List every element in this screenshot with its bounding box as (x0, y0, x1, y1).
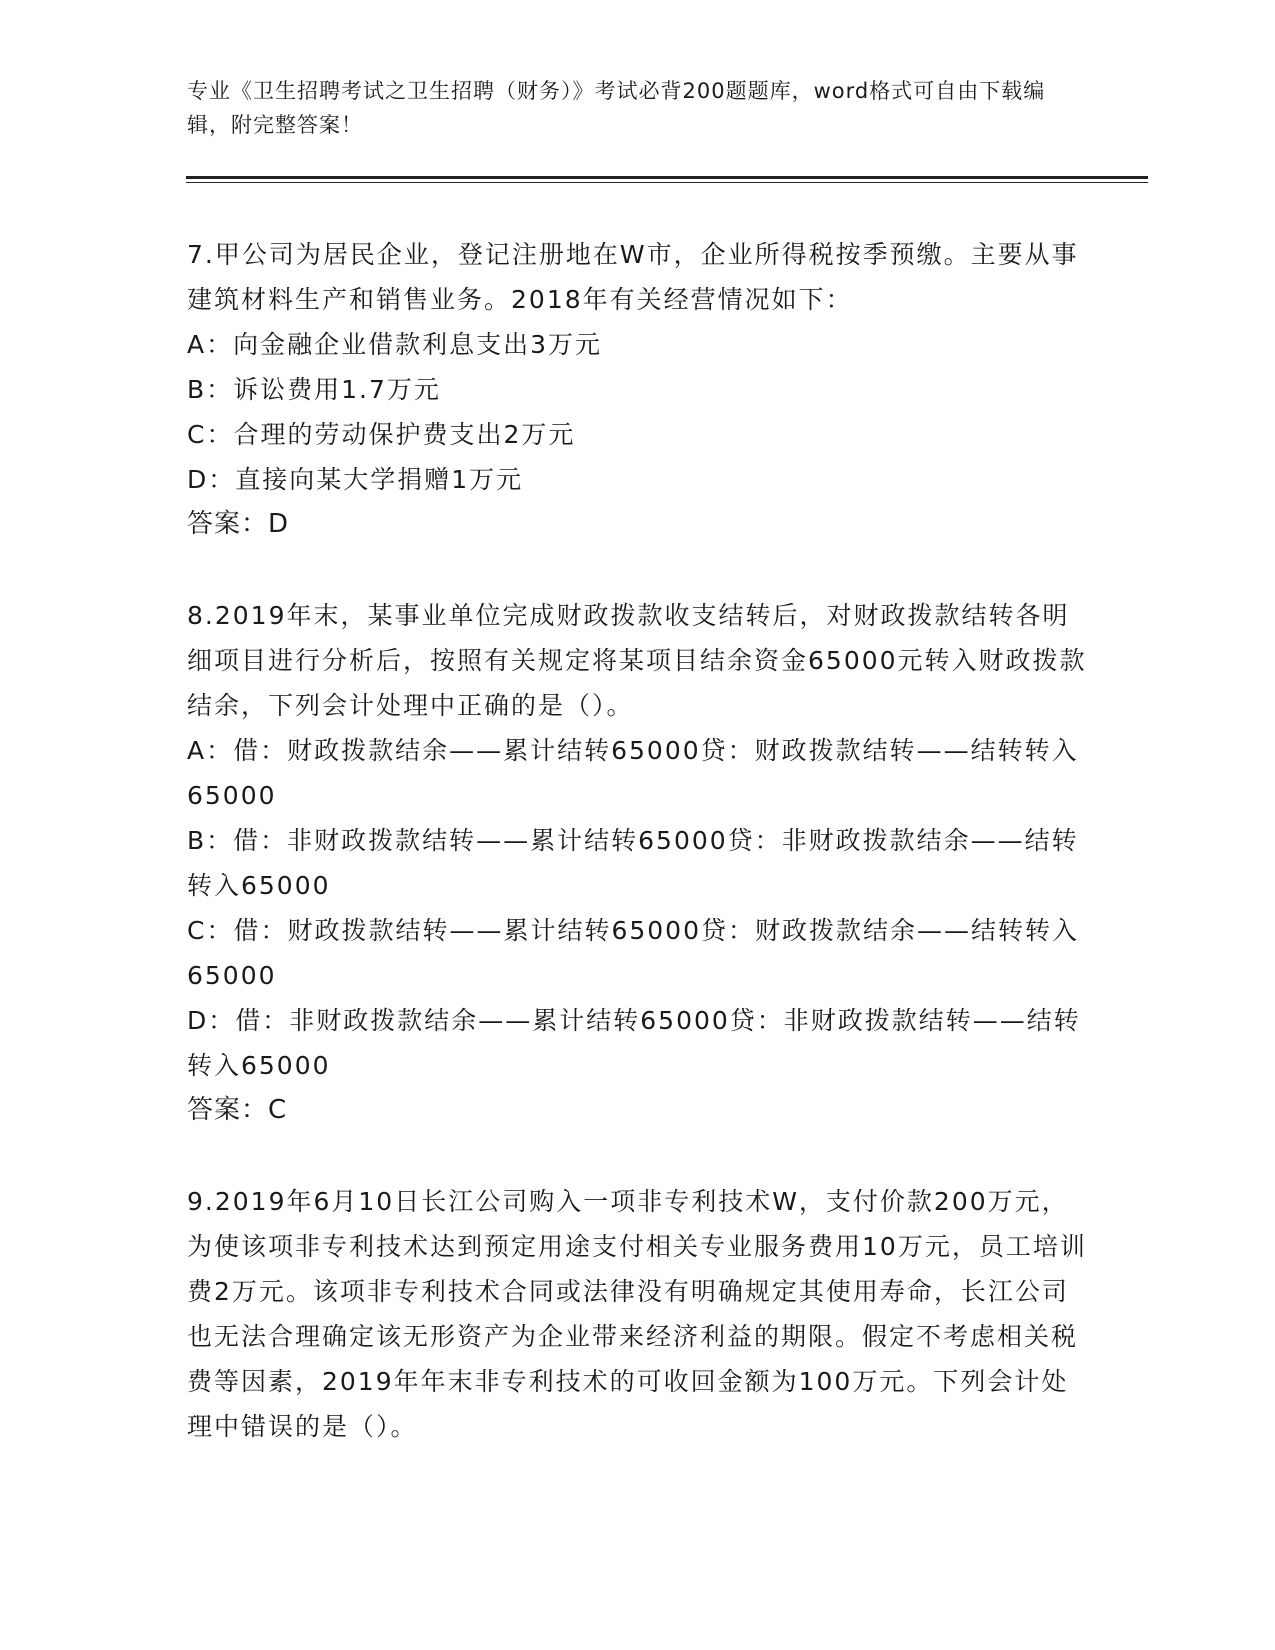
option-a: A：借：财政拨款结余——累计结转65000贷：财政拨款结转——结转转入65000 (187, 736, 1079, 810)
question-7 (187, 232, 1087, 547)
option-c: C：合理的劳动保护费支出2万元 (187, 420, 576, 449)
header-divider-thick (186, 176, 1148, 179)
option-b: B：诉讼费用1.7万元 (187, 375, 441, 404)
question-stem: 8.2019年末，某事业单位完成财政拨款收支结转后，对财政拨款结转各明细项目进行分析后，按照有关规定将某项目结余资金65000元转入财政拨款结余，下列会计处理中正确的是（）。 (187, 601, 1087, 720)
option-d: D：借：非财政拨款结余——累计结转65000贷：非财政拨款结转——结转转入65000 (187, 1006, 1081, 1080)
option-b: B：借：非财政拨款结转——累计结转65000贷：非财政拨款结余——结转转入65000 (187, 826, 1079, 900)
answer-label: 答案：C (187, 1095, 288, 1125)
question-8 (187, 593, 1087, 1133)
question-list (187, 232, 1087, 1495)
question-stem: 7.甲公司为居民企业，登记注册地在W市，企业所得税按季预缴。主要从事建筑材料生产和销售业务。2018年有关经营情况如下： (187, 240, 1079, 314)
question-stem: 9.2019年6月10日长江公司购入一项非专利技术W，支付价款200万元，为使该项非专利技术达到预定用途支付相关专业服务费用10万元，员工培训费2万元。该项非专利技术合同或法律没有明确规定其使用寿命，长江公司也无法合理确定该无形资产为企业带来经济利益的期限。假定不考虑相关税费等因素，2019年年末非专利技术的可收回金额为100万元。下列会计处理中错误的是（）。 (187, 1187, 1087, 1441)
answer-label: 答案：D (187, 509, 290, 539)
option-d: D：直接向某大学捐赠1万元 (187, 465, 524, 494)
question-9 (187, 1179, 1087, 1449)
header-divider-thin (186, 182, 1148, 183)
option-c: C：借：财政拨款结转——累计结转65000贷：财政拨款结余——结转转入65000 (187, 916, 1079, 990)
option-a: A：向金融企业借款利息支出3万元 (187, 330, 603, 359)
document-intro: 专业《卫生招聘考试之卫生招聘（财务）》考试必背200题题库，word格式可自由下载编辑，附完整答案！ (187, 79, 1046, 137)
